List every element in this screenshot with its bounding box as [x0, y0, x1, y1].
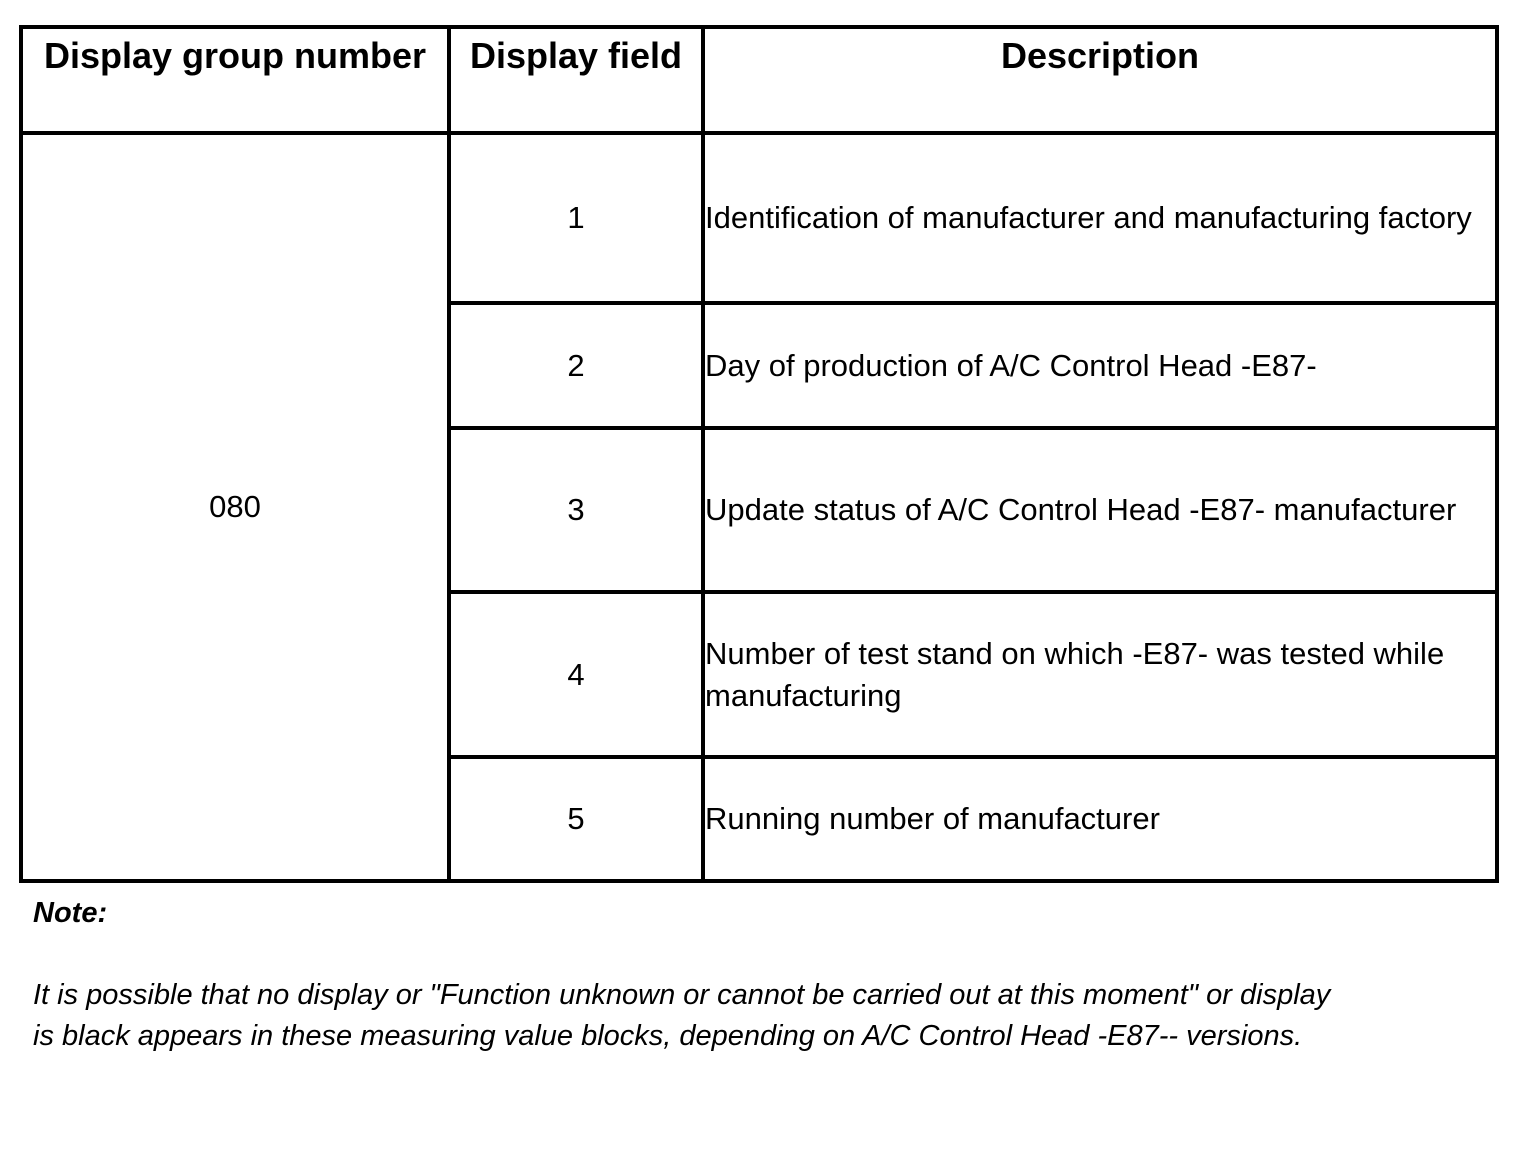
note-title: Note: [33, 897, 108, 929]
description-cell: Running number of manufacturer [703, 757, 1497, 881]
note-text: It is possible that no display or "Function unknown or cannot be carried out at this moment" or display is black appears in these measuring value blocks, depending on A/C Control Head -E87-- versions. [33, 979, 1331, 1052]
header-description: Description [703, 27, 1497, 133]
description-cell: Number of test stand on which -E87- was tested while manufacturing [703, 592, 1497, 757]
display-field-cell: 1 [449, 133, 703, 303]
description-cell: Day of production of A/C Control Head -E87- [703, 303, 1497, 428]
header-display-field: Display field [449, 27, 703, 133]
description-cell: Update status of A/C Control Head -E87- manufacturer [703, 428, 1497, 592]
display-group-table [19, 25, 1499, 883]
table-header-row [21, 27, 1497, 133]
display-field-cell: 2 [449, 303, 703, 428]
description-cell: Identification of manufacturer and manufacturing factory [703, 133, 1497, 303]
display-group-number-cell: 080 [21, 133, 449, 881]
display-field-cell: 5 [449, 757, 703, 881]
table-row [21, 133, 1497, 303]
display-field-cell: 4 [449, 592, 703, 757]
note-block [33, 893, 1333, 1057]
header-display-group-number: Display group number [21, 27, 449, 133]
display-field-cell: 3 [449, 428, 703, 592]
